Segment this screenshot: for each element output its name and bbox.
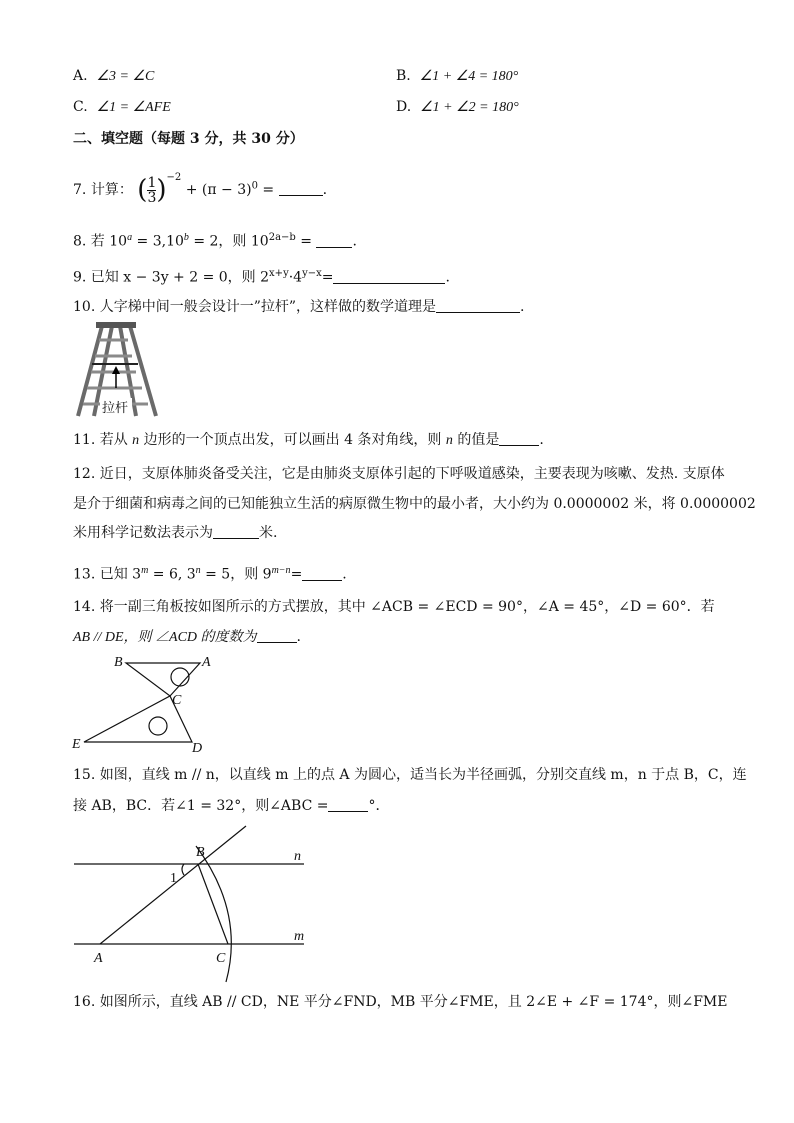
- label-b: B: [114, 655, 123, 670]
- question-9: 9. 已知 x − 3y + 2 = 0，则 $2^{x+y}\cdot 4^{y-x}=$ .: [73, 268, 450, 286]
- option-c: C. ∠1 = ∠AFE: [73, 99, 171, 115]
- option-b: B. ∠1 + ∠4 = 180°: [396, 68, 519, 84]
- question-12-line3: 米用科学记数法表示为 米.: [73, 525, 278, 541]
- label-a: A: [94, 951, 103, 966]
- question-16: 16. 如图所示，直线 AB // CD，NE 平分∠FND，MB 平分∠FME，且 2∠E + ∠F = 174°，则∠FME: [73, 994, 728, 1010]
- question-12-line1: 12. 近日，支原体肺炎备受关注，它是由肺炎支原体引起的下呼吸道感染，主要表现为咳嗽、发热. 支原体: [73, 466, 725, 482]
- label-d: D: [192, 741, 203, 754]
- question-7: 7. 计算： ( $\frac{1}{3}$ )$^{-2} + (\pi - 3)^0$ = .: [73, 172, 328, 206]
- parallel-lines-figure: [70, 822, 320, 984]
- option-d: D. ∠1 + ∠2 = 180°: [396, 99, 519, 115]
- question-14-line1: 14. 将一副三角板按如图所示的方式摆放，其中 ∠ACB = ∠ECD = 90°，∠A = 45°，∠D = 60°．若: [73, 599, 715, 615]
- lagan-label: 拉杆: [102, 401, 129, 416]
- ladder-figure: [72, 322, 160, 418]
- label-a: A: [202, 655, 211, 670]
- triangle-figure: [68, 650, 228, 754]
- label-c: C: [172, 693, 182, 708]
- option-a: A. ∠3 = ∠C: [73, 68, 155, 84]
- question-15-line1: 15. 如图，直线 m // n，以直线 m 上的点 A 为圆心，适当长为半径画弧，分别交直线 m，n 于点 B，C，连: [73, 767, 747, 783]
- question-14-line2: AB // DE，则 ∠ACD 的度数为 .: [73, 629, 301, 645]
- label-e: E: [72, 737, 81, 752]
- question-11: 11. 若从 n 边形的一个顶点出发，可以画出 4 条对角线，则 n 的值是 .: [73, 432, 544, 448]
- question-15-line2: 接 AB，BC．若∠1 = 32°，则∠ABC = °．: [73, 798, 390, 814]
- label-n: n: [294, 849, 301, 864]
- question-10: 10. 人字梯中间一般会设计一”拉杆”，这样做的数学道理是 .: [73, 299, 525, 315]
- label-m: m: [294, 929, 305, 944]
- label-1: 1: [170, 871, 177, 886]
- question-12-line2: 是介于细菌和病毒之间的已知能独立生活的病原微生物中的最小者，大小约为 0.0000002 米，将 0.0000002: [73, 496, 756, 512]
- section-title: 二、填空题（每题 3 分，共 30 分）: [73, 131, 304, 147]
- question-13: 13. 已知 $3^m = 6$, $3^n = 5$，则 $9^{m-n}=$ .: [73, 565, 347, 583]
- label-c: C: [216, 951, 226, 966]
- question-8: 8. 若 $10^a = 3,10^b = 2$，则 $10^{2a-b}$ = .: [73, 232, 357, 250]
- label-b: B: [196, 845, 205, 860]
